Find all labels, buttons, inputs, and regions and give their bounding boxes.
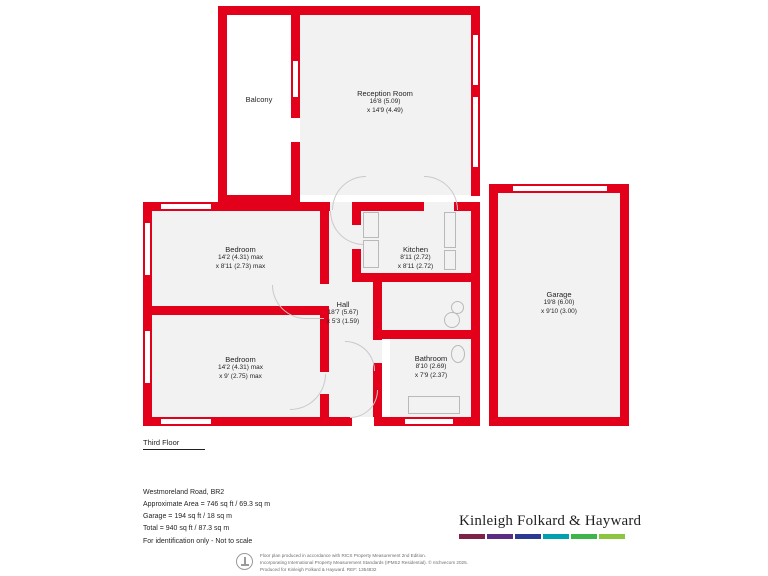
window-bedroom1-top: [160, 203, 212, 210]
wall-kitchen-bottom: [352, 273, 471, 282]
label-bathroom: Bathroom 8'10 (2.69) x 7'9 (2.37): [414, 354, 448, 379]
label-garage: Garage 19'8 (6.00) x 9'10 (3.00): [541, 290, 577, 315]
label-hall: Hall 18'7 (5.67) x 5'3 (1.59): [326, 300, 360, 325]
floor-label-rule: [143, 449, 205, 450]
kitchen-counter-left: [363, 240, 379, 268]
rics-icon: [236, 553, 253, 570]
garage-door: [512, 185, 608, 192]
wall-upper-left: [218, 6, 227, 204]
disclaimer-line-1: Floor plan produced in accordance with RICS Property Measurement 2nd Edition.: [260, 553, 426, 558]
swatch-4: [543, 534, 569, 539]
swatch-1: [459, 534, 485, 539]
floor-label: Third Floor: [143, 438, 180, 447]
window-reception-right-2: [472, 96, 479, 168]
wall-bathroom-top: [382, 330, 471, 339]
brand-name: Kinleigh Folkard & Hayward: [459, 513, 642, 529]
label-balcony: Balcony: [245, 95, 273, 104]
wall-lower-right: [471, 202, 480, 426]
swatch-2: [487, 534, 513, 539]
label-kitchen: Kitchen 8'11 (2.72) x 8'11 (2.72): [397, 245, 434, 270]
window-bedroom1-left: [144, 222, 151, 276]
window-balcony-right: [292, 60, 299, 98]
label-bedroom-2: Bedroom 14'2 (4.31) max x 9' (2.75) max: [218, 355, 263, 380]
footer-note: For identification only - Not to scale: [143, 538, 253, 545]
brand-swatches: [459, 534, 625, 539]
room-balcony-fill: [227, 15, 291, 195]
disclaimer-line-2: Incorporating International Property Measurement Standards (IPMS2 Residential). © ntchvecom 2025.: [260, 560, 468, 565]
label-bedroom-1: Bedroom 14'2 (4.31) max x 8'11 (2.73) max: [215, 245, 266, 270]
kitchen-units-right: [444, 212, 456, 248]
hob-burners: [444, 312, 460, 328]
footer-garage-area: Garage = 194 sq ft / 18 sq m: [143, 513, 232, 520]
wall-balcony-reception: [291, 6, 300, 195]
window-reception-right-1: [472, 34, 479, 86]
swatch-3: [515, 534, 541, 539]
wall-upper-top: [218, 6, 480, 15]
footer-address: Westmoreland Road, BR2: [143, 489, 225, 496]
opening-entrance: [352, 417, 374, 426]
window-bedroom2-left: [144, 330, 151, 384]
label-reception-room: Reception Room 16'8 (5.09) x 14'9 (4.49): [357, 89, 413, 114]
window-bedroom2-bottom: [160, 418, 212, 425]
disclaimer-line-3: Produced for Kinleigh Folkard & Hayward. REF: 1354832: [260, 567, 377, 572]
bath-tub: [408, 396, 460, 414]
swatch-5: [571, 534, 597, 539]
wall-garage-left: [489, 184, 498, 426]
window-bathroom-bottom: [404, 418, 454, 425]
opening-hall-bathroom: [373, 340, 382, 363]
opening-balcony-door: [291, 118, 300, 142]
wall-garage-right: [620, 184, 629, 426]
kitchen-counter-top: [363, 212, 379, 238]
footer-area: Approximate Area = 746 sq ft / 69.3 sq m: [143, 501, 271, 508]
wall-garage-bottom: [489, 417, 629, 426]
footer-total-area: Total = 940 sq ft / 87.3 sq m: [143, 525, 230, 532]
swatch-6: [599, 534, 625, 539]
